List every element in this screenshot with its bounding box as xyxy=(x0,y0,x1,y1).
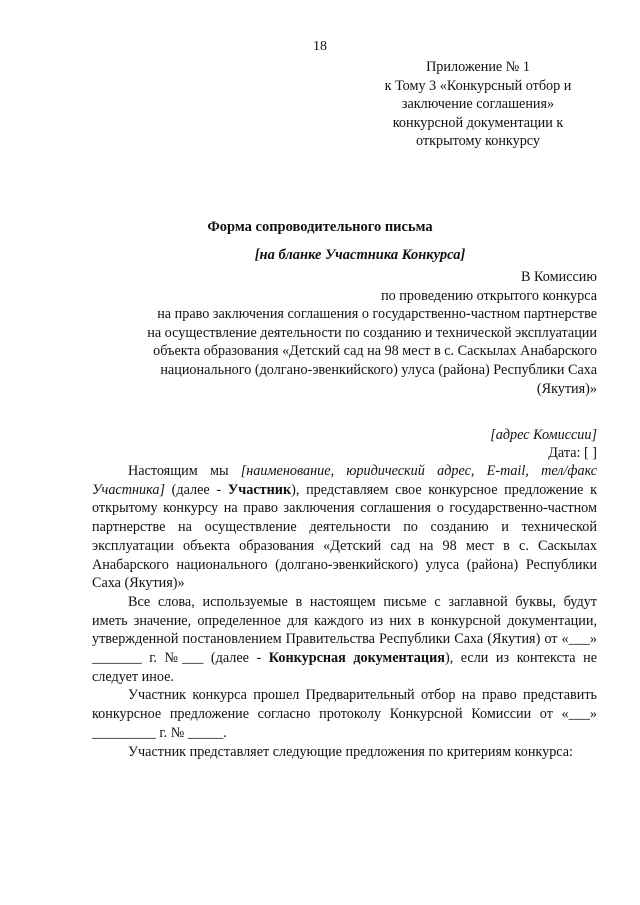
addressee-line: на осуществление деятельности по созданию и технической эксплуатации xyxy=(147,324,597,341)
appendix-line: к Тому 3 «Конкурсный отбор и xyxy=(384,77,572,94)
appendix-line: заключение соглашения» xyxy=(401,96,555,113)
appendix-line: Приложение № 1 xyxy=(426,59,530,75)
paragraph-prequalification: Участник конкурса прошел Предварительный отбор на право представить конкурсное предложение согласно протоколу Конкурсной Комиссии от «___» _________ г. № _____. xyxy=(92,687,597,741)
addressee-line: на право заключения соглашения о государственно-частном партнерстве xyxy=(157,306,597,323)
addressee-block xyxy=(77,268,597,398)
form-title: Форма сопроводительного письма xyxy=(207,219,433,235)
text-run: ), представляем свое конкурсное предложение к открытому конкурсу на право заключения соглашения о государственно-частном партнерстве на осуществление деятельности по созданию и технической эксплуатации объекта образования «Детский сад на 98 мест в с. Саскылах Анабарского национального (долгано-эвенкийского) улуса (района) Республики Саха (Якутия)» xyxy=(92,481,597,592)
paragraph-proposals: Участник представляет следующие предложения по критериям конкурса: xyxy=(128,743,573,760)
addressee-line: (Якутия)» xyxy=(536,380,597,397)
date-field: Дата: [ ] xyxy=(548,445,597,461)
appendix-header xyxy=(358,58,598,151)
defined-term-participant: Участник xyxy=(227,481,292,498)
text-run: (далее - xyxy=(164,481,228,498)
addressee-line: В Комиссию xyxy=(521,269,597,285)
addressee-line: объекта образования «Детский сад на 98 мест в с. Саскылах Анабарского xyxy=(153,343,597,360)
appendix-line: конкурсной документации к xyxy=(392,114,564,131)
defined-term-documentation: Конкурсная документация xyxy=(268,650,445,667)
text-run: Все слова, используемые в настоящем письме с заглавной буквы, будут иметь значение, определенное для каждого из них в конкурсной документации, утвержденной постановлением Правительства Республики Саха (Якутия) от «___» _______ г. №___ (далее - xyxy=(92,593,597,667)
addressee-line: по проведению открытого конкурса xyxy=(381,287,597,304)
appendix-line: открытому конкурсу xyxy=(415,133,541,150)
paragraph-intro xyxy=(92,462,597,593)
paragraph-definitions xyxy=(92,593,597,687)
letterhead-note: [на бланке Участника Конкурса] xyxy=(254,247,466,263)
text-run: Настоящим мы xyxy=(128,463,241,479)
letter-body xyxy=(92,462,597,761)
addressee-line: национального (долгано-эвенкийского) улуса (района) Республики Саха xyxy=(160,361,597,378)
commission-address-placeholder: [адрес Комиссии] xyxy=(490,427,597,443)
participant-details-placeholder: [наименование, юридический адрес, E-mail, тел/факс Участника] xyxy=(92,463,597,498)
text-run: ), если из контекста не следует иное. xyxy=(92,650,597,685)
page-number: 18 xyxy=(313,39,327,54)
